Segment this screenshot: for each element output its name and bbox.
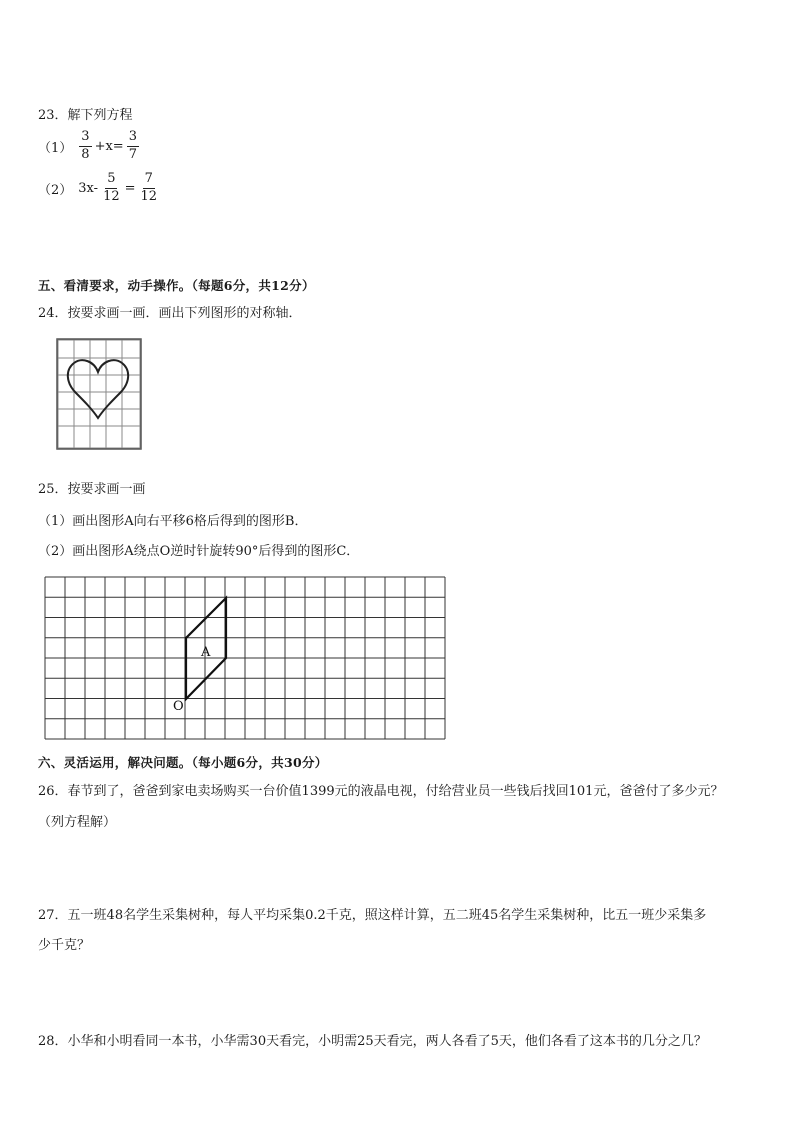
- q23-part1-label: （1）: [38, 140, 73, 156]
- q26-line1: 26．春节到了，爸爸到家电卖场购买一台价值1399元的液晶电视，付给营业员一些钱后找回101元，爸爸付了多少元？: [38, 784, 724, 799]
- fraction-numerator: 7: [143, 172, 155, 189]
- section-5-heading: 五、看清要求，动手操作。（每题6分，共12分）: [38, 278, 315, 293]
- q27-line2: 少千克？: [38, 938, 91, 953]
- heart-grid-border: [57, 339, 141, 449]
- equation-term: 3x-: [78, 180, 99, 196]
- label-a: A: [201, 645, 211, 660]
- equation-operator: =: [124, 180, 136, 196]
- fraction-numerator: 3: [127, 130, 139, 147]
- q25-part1: （1）画出图形A向右平移6格后得到的图形B．: [38, 514, 308, 529]
- fraction-denominator: 8: [81, 146, 90, 162]
- transform-grid-lines: [45, 577, 445, 739]
- fraction: [79, 130, 91, 163]
- q23-equation-1: [38, 130, 140, 163]
- fraction-denominator: 7: [128, 146, 137, 162]
- fraction-denominator: 12: [140, 188, 158, 204]
- fraction: [139, 172, 160, 205]
- fraction: [127, 130, 139, 163]
- section-6-heading: 六、灵活运用，解决问题。（每小题6分，共30分）: [38, 755, 328, 770]
- q23-title: 23．解下列方程: [38, 108, 133, 123]
- equation-operator: +x=: [94, 138, 124, 154]
- q25-part2: （2）画出图形A绕点O逆时针旋转90°后得到的图形C．: [38, 544, 360, 559]
- q25-title: 25．按要求画一画: [38, 482, 146, 497]
- q23-part2-label: （2）: [38, 182, 73, 198]
- label-o: O: [173, 699, 184, 714]
- q28-line1: 28．小华和小明看同一本书，小华需30天看完，小明需25天看完，两人各看了5天，他们各看了这本书的几分之几？: [38, 1034, 707, 1049]
- fraction: [101, 172, 122, 205]
- transform-grid-figure: [44, 576, 446, 742]
- heart-grid-figure: [54, 337, 146, 451]
- fraction-denominator: 12: [103, 188, 120, 204]
- q23-equation-2: [38, 172, 160, 205]
- q24-title: 24．按要求画一画．画出下列图形的对称轴．: [38, 306, 302, 321]
- fraction-numerator: 3: [79, 130, 91, 147]
- fraction-numerator: 5: [105, 172, 117, 189]
- q27-line1: 27．五一班48名学生采集树种，每人平均采集0.2千克，照这样计算，五二班45名学生采集树种，比五一班少采集多: [38, 908, 707, 923]
- heart-grid-lines: [58, 340, 140, 448]
- q26-line2: （列方程解）: [38, 815, 117, 830]
